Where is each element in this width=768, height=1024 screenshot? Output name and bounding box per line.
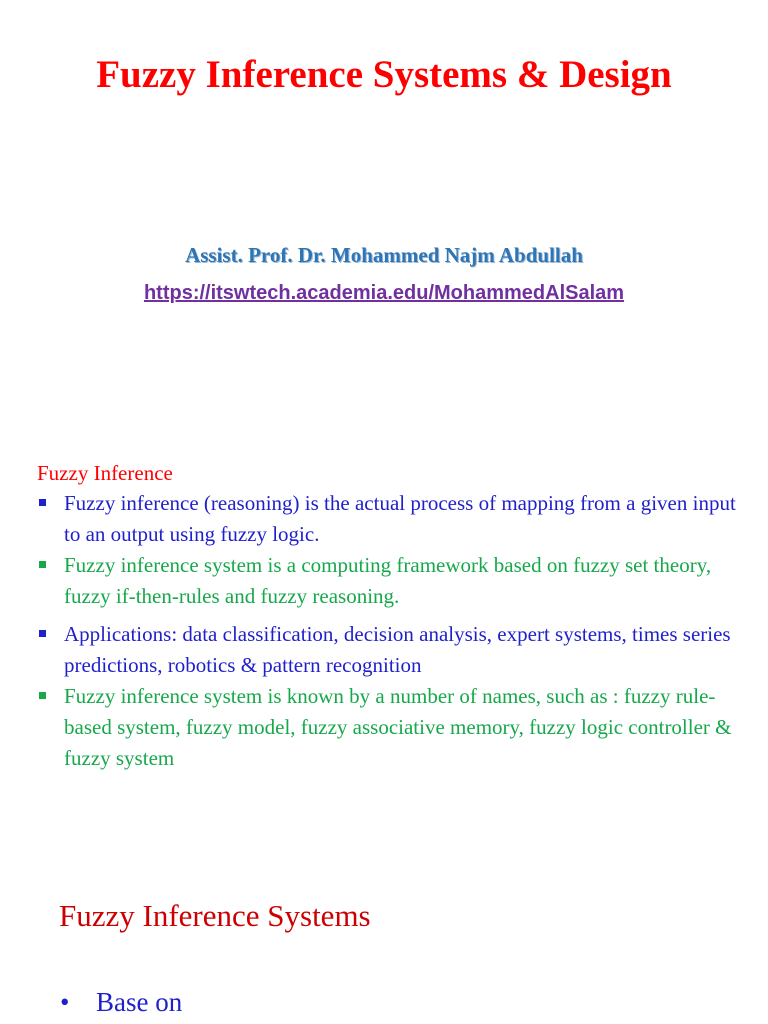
square-bullet-icon — [39, 561, 46, 568]
next-slide-title: Fuzzy Inference Systems — [59, 898, 371, 933]
bullet-item — [37, 488, 737, 550]
bullet-item — [37, 619, 737, 681]
next-slide-bullet — [60, 982, 182, 1022]
bullet-text: Fuzzy inference system is known by a number of names, such as : fuzzy rule-based system, fuzzy model, fuzzy associative memory, fuzzy logic controller & fuzzy system — [64, 684, 732, 770]
section-heading: Fuzzy Inference — [37, 461, 173, 485]
bullet-text: Fuzzy inference system is a computing framework based on fuzzy set theory, fuzzy if-then-rules and fuzzy reasoning. — [64, 553, 712, 608]
next-slide-bullet-text: Base on — [96, 987, 183, 1017]
bullet-item — [37, 550, 737, 612]
square-bullet-icon — [39, 692, 46, 699]
square-bullet-icon — [39, 499, 46, 506]
round-bullet-icon: • — [60, 987, 70, 1017]
author-name: Assist. Prof. Dr. Mohammed Najm Abdullah — [185, 243, 583, 267]
bullet-text: Applications: data classification, decision analysis, expert systems, times series predictions, robotics & pattern recognition — [64, 622, 731, 677]
academia-link[interactable]: https://itswtech.academia.edu/MohammedAlSalam — [143, 282, 625, 304]
square-bullet-icon — [39, 630, 46, 637]
bullet-text: Fuzzy inference (reasoning) is the actual process of mapping from a given input to an output using fuzzy logic. — [64, 491, 736, 546]
bullet-list — [37, 488, 737, 774]
slide-title: Fuzzy Inference Systems & Design — [96, 53, 672, 96]
bullet-item — [37, 681, 737, 774]
